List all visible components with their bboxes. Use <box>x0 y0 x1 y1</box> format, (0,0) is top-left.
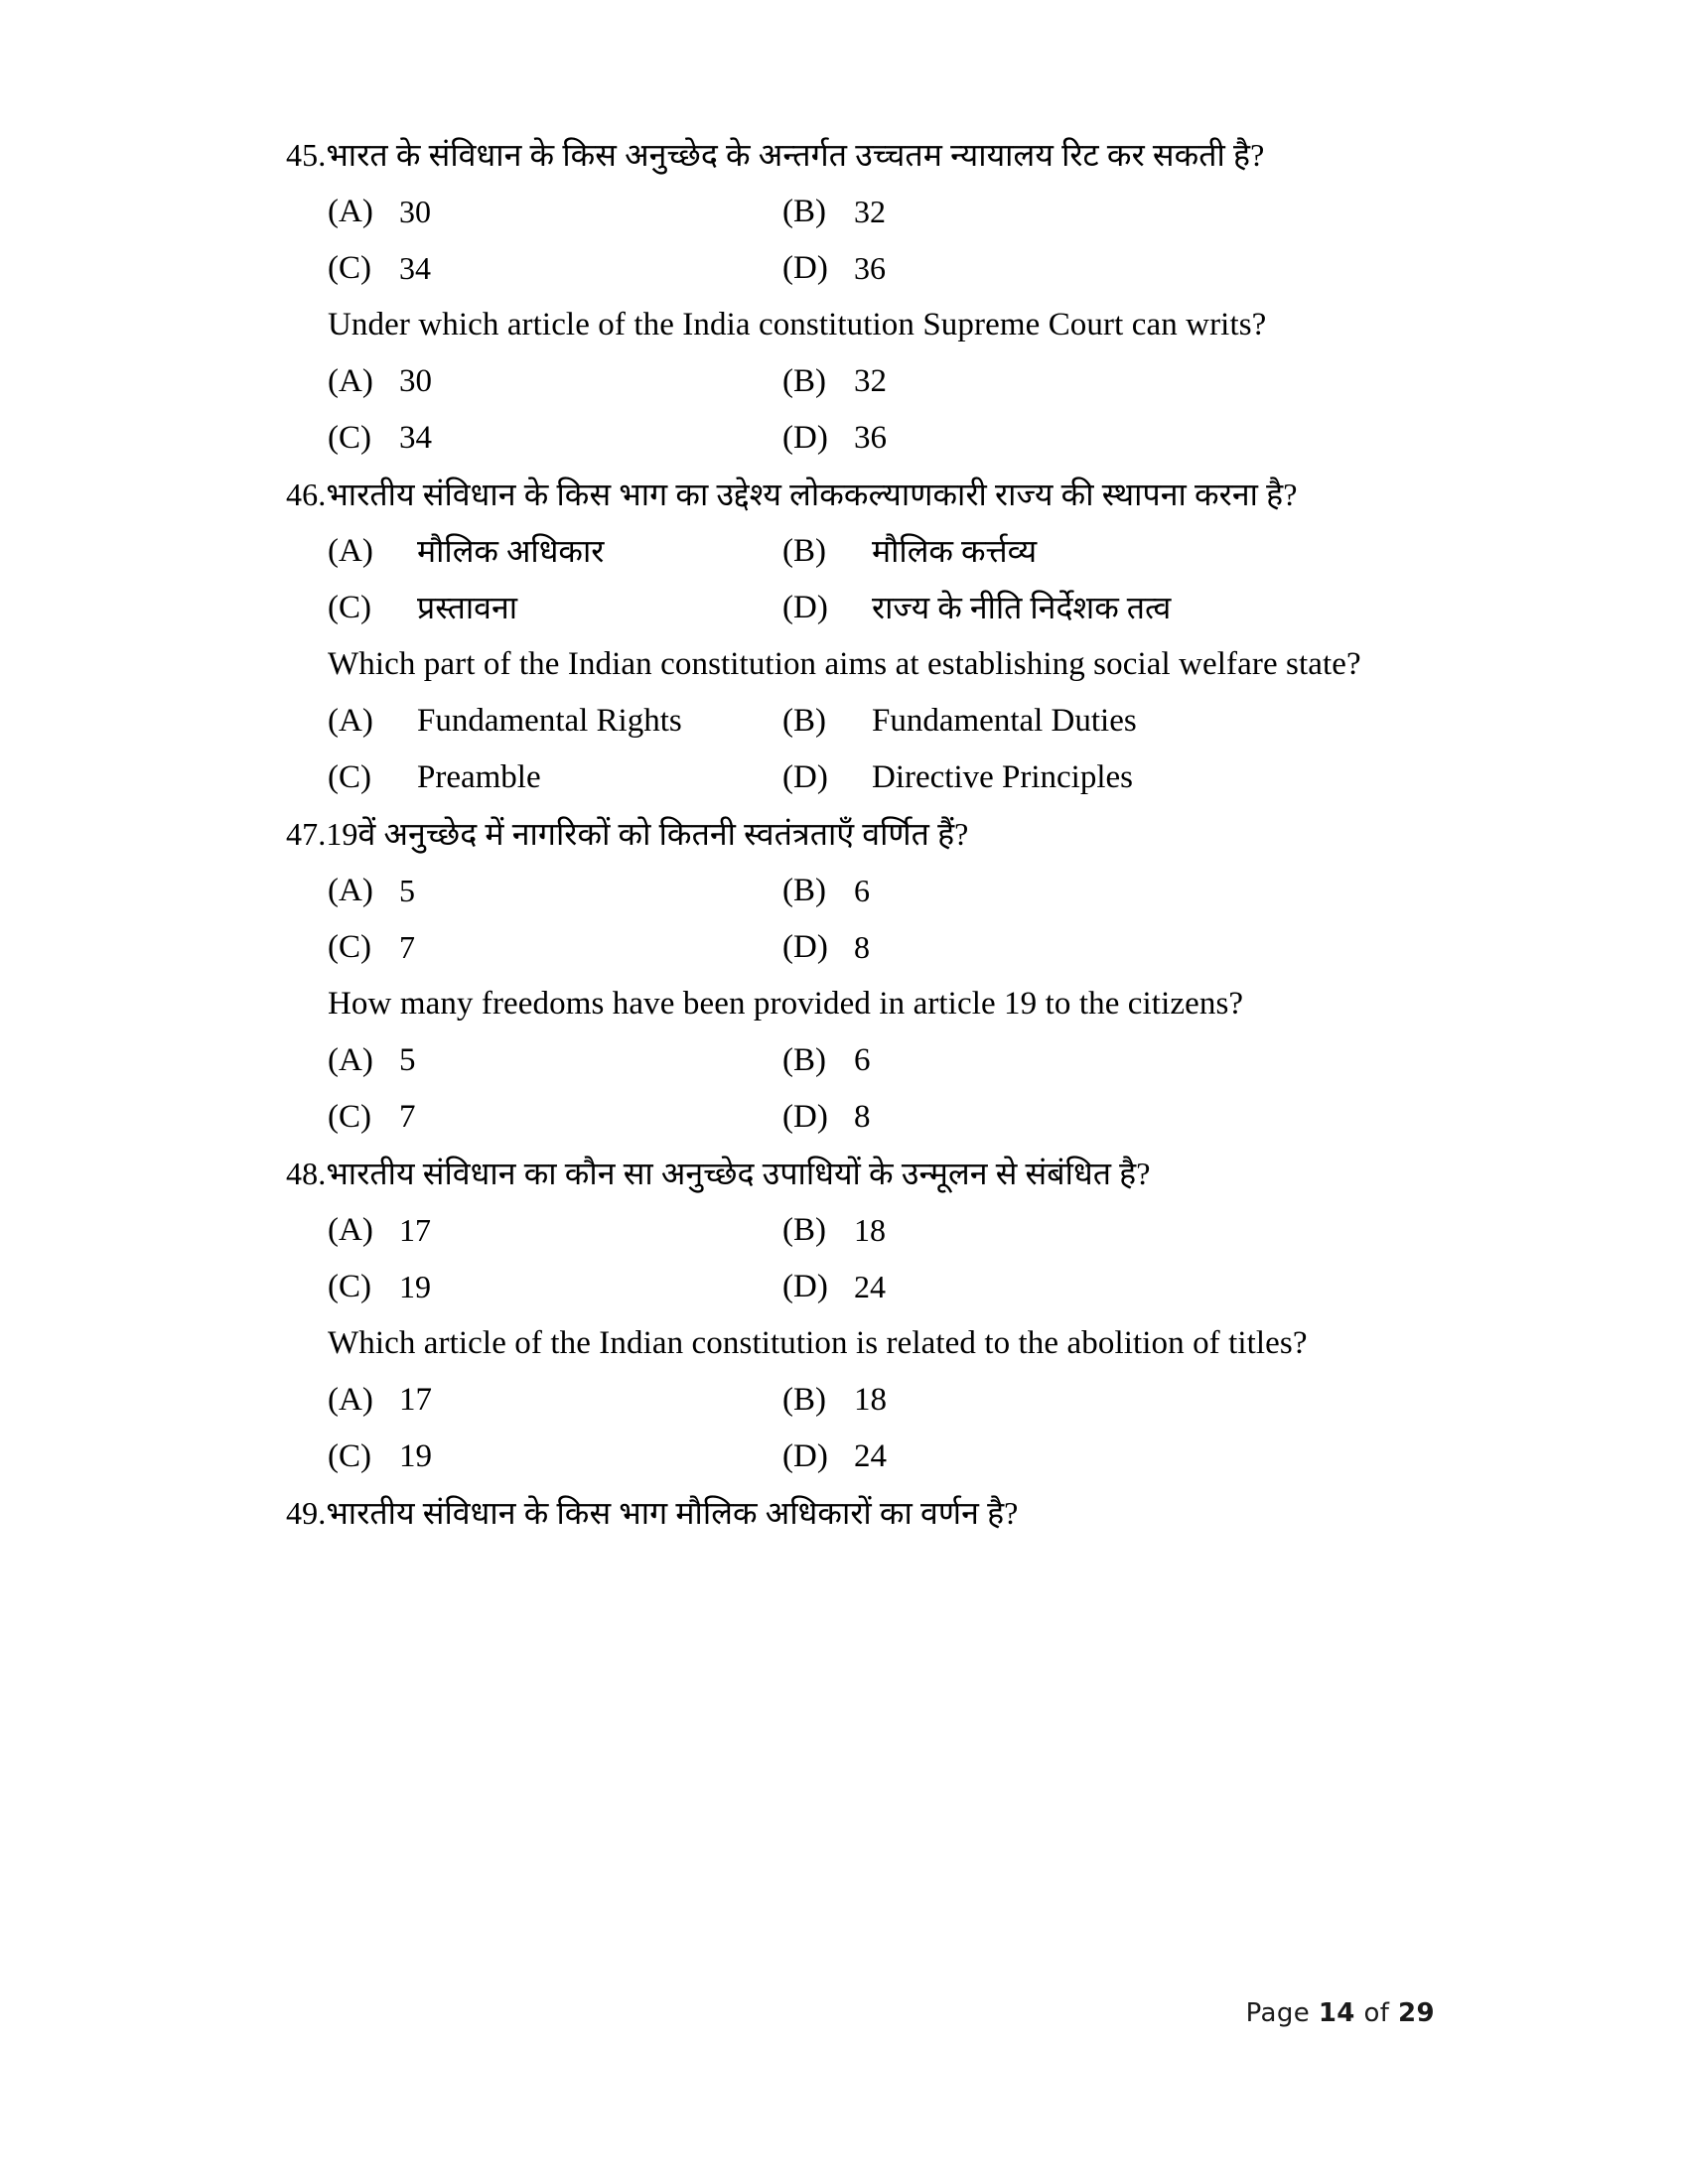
option-d[interactable] <box>782 750 1237 806</box>
question-45-hindi-body: भारत के संविधान के किस अनुच्छेद के अन्तर्गत उच्चतम न्यायालय रिट कर सकती है? <box>326 137 1265 173</box>
option-c[interactable] <box>328 1429 782 1485</box>
question-48-number: 48. <box>286 1156 327 1191</box>
option-d-label: (D) <box>782 759 828 795</box>
option-a-value: Fundamental Rights <box>417 703 682 739</box>
option-a[interactable] <box>328 1202 782 1259</box>
option-b-label: (B) <box>782 533 826 569</box>
question-47-number: 47. <box>286 816 327 852</box>
question-46-english-text: Which part of the Indian constitution aims at establishing social welfare state? <box>328 646 1361 682</box>
option-c-value: 34 <box>399 420 432 456</box>
option-d-label: (D) <box>782 929 828 965</box>
option-c-label: (C) <box>328 250 371 286</box>
option-a-label: (A) <box>328 533 373 569</box>
option-c[interactable] <box>328 750 782 806</box>
question-list <box>286 127 1433 1542</box>
option-c-value: 34 <box>399 250 431 286</box>
question-45-hindi-options-row-2 <box>286 240 1433 297</box>
option-d-value: Directive Principles <box>872 759 1134 795</box>
option-b[interactable] <box>782 1032 1237 1089</box>
option-a-label: (A) <box>328 194 373 229</box>
option-a[interactable] <box>328 693 782 750</box>
option-c-value: 19 <box>399 1438 432 1474</box>
question-48-english-options-row-1 <box>286 1372 1433 1429</box>
question-45-number: 45. <box>286 137 327 173</box>
option-a-value: 5 <box>399 1042 416 1078</box>
option-a[interactable] <box>328 523 782 580</box>
option-a-value: 30 <box>399 363 432 399</box>
option-b[interactable] <box>782 693 1237 750</box>
option-b[interactable] <box>782 523 1237 580</box>
option-b-label: (B) <box>782 1042 826 1078</box>
option-a[interactable] <box>328 1372 782 1429</box>
question-47-english-text: How many freedoms have been provided in article 19 to the citizens? <box>328 986 1244 1022</box>
option-b-value: 18 <box>854 1212 886 1248</box>
option-a-value: मौलिक अधिकार <box>417 533 605 569</box>
page-footer-middle: of <box>1363 1998 1390 2028</box>
question-46-hindi-options-row-1 <box>286 523 1433 580</box>
question-49-hindi-body: भारतीय संविधान के किस भाग मौलिक अधिकारों का वर्णन है? <box>326 1495 1019 1531</box>
question-48-english-text: Which article of the Indian constitution is related to the abolition of titles? <box>328 1325 1308 1361</box>
option-c-value: 7 <box>399 1099 416 1135</box>
question-block-48 <box>286 1146 1433 1485</box>
option-c-label: (C) <box>328 1099 371 1135</box>
question-49-hindi-text <box>286 1485 1433 1542</box>
option-b[interactable] <box>782 353 1237 410</box>
option-c[interactable] <box>328 240 782 297</box>
question-46-english-options-row-2 <box>286 750 1433 806</box>
question-46-hindi-body: भारतीय संविधान के किस भाग का उद्देश्य लोककल्याणकारी राज्य की स्थापना करना है? <box>326 477 1298 512</box>
option-a-label: (A) <box>328 1212 373 1248</box>
option-b[interactable] <box>782 1372 1237 1429</box>
option-b-value: 32 <box>854 194 886 229</box>
question-47-english-options-row-2 <box>286 1089 1433 1146</box>
option-c-label: (C) <box>328 759 371 795</box>
question-46-hindi-text <box>286 467 1433 523</box>
option-d-label: (D) <box>782 590 828 625</box>
question-block-47 <box>286 806 1433 1146</box>
option-d-value: राज्य के नीति निर्देशक तत्व <box>872 590 1172 625</box>
option-c-label: (C) <box>328 1269 371 1304</box>
question-block-45 <box>286 127 1433 467</box>
option-b-value: 32 <box>854 363 887 399</box>
question-45-english-text: Under which article of the India constitution Supreme Court can writs? <box>328 307 1267 342</box>
option-a-label: (A) <box>328 363 373 399</box>
option-d-label: (D) <box>782 1269 828 1304</box>
option-b-label: (B) <box>782 363 826 399</box>
option-c-label: (C) <box>328 590 371 625</box>
option-d-value: 24 <box>854 1269 886 1304</box>
question-48-hindi-options-row-2 <box>286 1259 1433 1315</box>
page-footer-prefix: Page <box>1245 1998 1311 2028</box>
option-d[interactable] <box>782 1089 1237 1146</box>
option-c-value: Preamble <box>417 759 541 795</box>
option-b-label: (B) <box>782 703 826 739</box>
option-c-value: 7 <box>399 929 415 965</box>
option-a[interactable] <box>328 1032 782 1089</box>
option-b-value: 6 <box>854 873 870 908</box>
option-d[interactable] <box>782 919 1237 976</box>
question-47-hindi-body: 19वें अनुच्छेद में नागरिकों को कितनी स्वतंत्रताएँ वर्णित हैं? <box>326 816 969 852</box>
question-block-46 <box>286 467 1433 806</box>
option-a-value: 17 <box>399 1382 432 1418</box>
option-d[interactable] <box>782 580 1237 636</box>
question-47-hindi-options-row-1 <box>286 863 1433 919</box>
page-footer-total: 29 <box>1398 1998 1435 2028</box>
option-a-value: 30 <box>399 194 431 229</box>
option-b-value: 18 <box>854 1382 887 1418</box>
question-47-hindi-options-row-2 <box>286 919 1433 976</box>
question-46-hindi-options-row-2 <box>286 580 1433 636</box>
option-b-label: (B) <box>782 1382 826 1418</box>
option-b-label: (B) <box>782 1212 826 1248</box>
option-b-value: मौलिक कर्त्तव्य <box>872 533 1038 569</box>
option-c[interactable] <box>328 919 782 976</box>
option-a-value: 17 <box>399 1212 431 1248</box>
option-a-label: (A) <box>328 1042 373 1078</box>
option-d[interactable] <box>782 410 1237 467</box>
option-b[interactable] <box>782 1202 1237 1259</box>
option-c[interactable] <box>328 1259 782 1315</box>
option-d[interactable] <box>782 1259 1237 1315</box>
question-45-english-options-row-2 <box>286 410 1433 467</box>
option-d-value: 36 <box>854 250 886 286</box>
option-d-value: 8 <box>854 1099 871 1135</box>
option-b-label: (B) <box>782 873 826 908</box>
option-a[interactable] <box>328 863 782 919</box>
option-d-value: 36 <box>854 420 887 456</box>
option-d-label: (D) <box>782 250 828 286</box>
question-45-hindi-text <box>286 127 1433 184</box>
option-d-label: (D) <box>782 1438 828 1474</box>
page-footer-current: 14 <box>1318 1998 1355 2028</box>
question-46-number: 46. <box>286 477 327 512</box>
question-47-hindi-text <box>286 806 1433 863</box>
option-a-label: (A) <box>328 873 373 908</box>
option-a[interactable] <box>328 184 782 240</box>
option-b-label: (B) <box>782 194 826 229</box>
option-d[interactable] <box>782 240 1237 297</box>
question-block-49 <box>286 1485 1433 1542</box>
page-footer <box>1246 1998 1435 2028</box>
option-b-value: Fundamental Duties <box>872 703 1137 739</box>
question-45-hindi-options-row-1 <box>286 184 1433 240</box>
question-47-english-options-row-1 <box>286 1032 1433 1089</box>
option-c[interactable] <box>328 580 782 636</box>
option-c[interactable] <box>328 410 782 467</box>
question-48-hindi-body: भारतीय संविधान का कौन सा अनुच्छेद उपाधियों के उन्मूलन से संबंधित है? <box>326 1156 1151 1191</box>
option-c[interactable] <box>328 1089 782 1146</box>
option-a-label: (A) <box>328 1382 373 1418</box>
option-c-label: (C) <box>328 1438 371 1474</box>
question-48-hindi-text <box>286 1146 1433 1202</box>
option-c-value: प्रस्तावना <box>417 590 518 625</box>
option-b-value: 6 <box>854 1042 871 1078</box>
option-d[interactable] <box>782 1429 1237 1485</box>
option-a-value: 5 <box>399 873 415 908</box>
option-c-label: (C) <box>328 420 371 456</box>
question-48-hindi-options-row-1 <box>286 1202 1433 1259</box>
question-48-english-options-row-2 <box>286 1429 1433 1485</box>
question-46-english-options-row-1 <box>286 693 1433 750</box>
option-b[interactable] <box>782 184 1237 240</box>
question-49-number: 49. <box>286 1495 327 1531</box>
option-d-value: 8 <box>854 929 870 965</box>
option-d-value: 24 <box>854 1438 887 1474</box>
option-a[interactable] <box>328 353 782 410</box>
option-c-value: 19 <box>399 1269 431 1304</box>
option-b[interactable] <box>782 863 1237 919</box>
option-d-label: (D) <box>782 420 828 456</box>
option-d-label: (D) <box>782 1099 828 1135</box>
question-45-english-options-row-1 <box>286 353 1433 410</box>
option-a-label: (A) <box>328 703 373 739</box>
option-c-label: (C) <box>328 929 371 965</box>
